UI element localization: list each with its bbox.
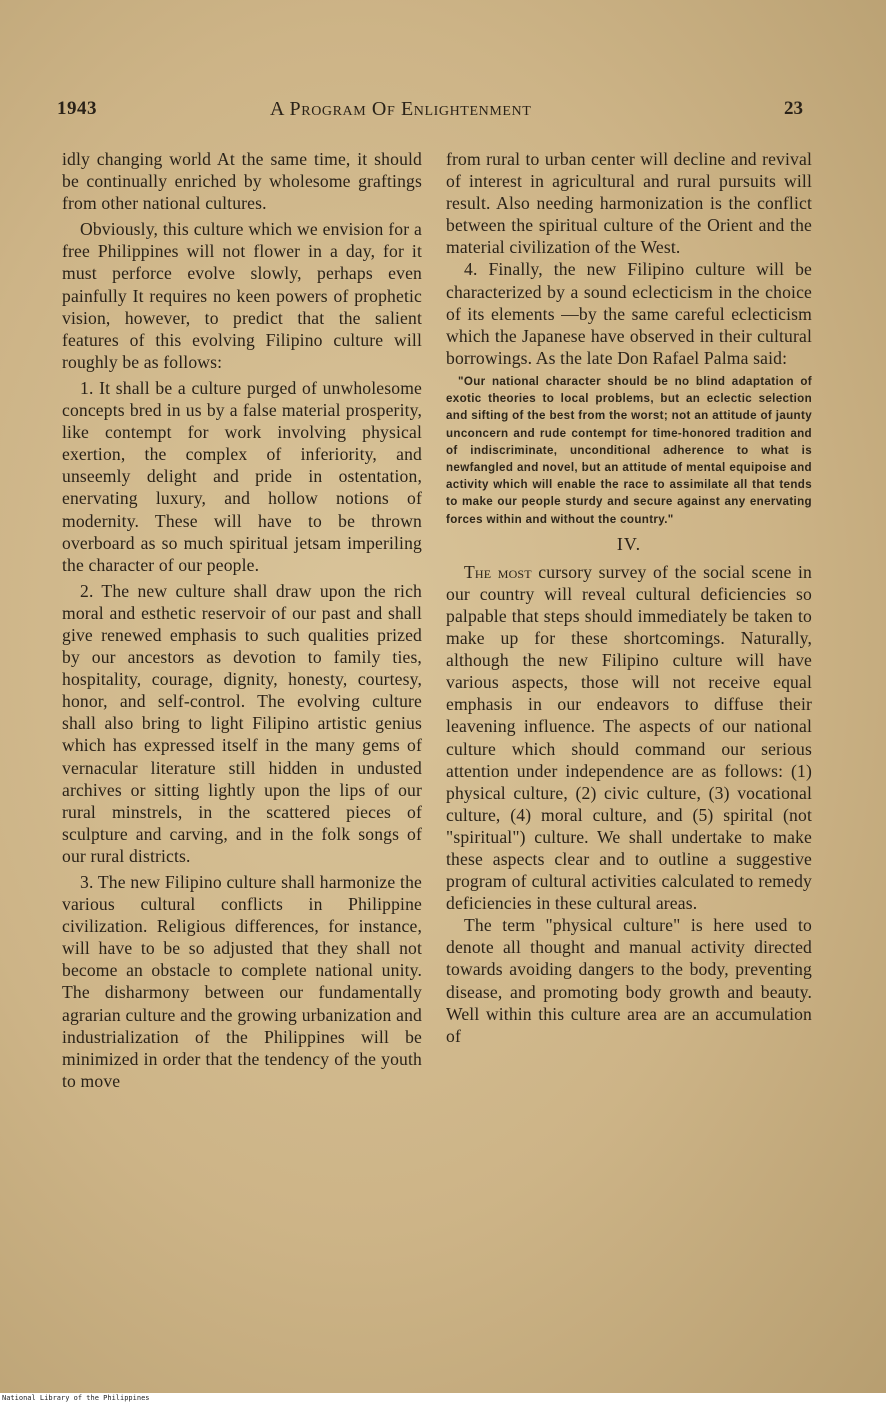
lead-in: The most bbox=[464, 561, 532, 582]
running-header bbox=[0, 98, 886, 128]
paragraph: 1. It shall be a culture purged of unwholesome concepts bred in us by a false material prosperity, like contempt for work involving physical exertion, the complex of inferiority, and unseemly delight and pride in ostentation, enervating luxury, and hollow notions of modernity. These will have to be thrown overboard as so much spiritual jetsam imperiling the character of our people. bbox=[62, 377, 422, 575]
paragraph: idly changing world At the same time, it should be continually enriched by wholesome graftings from other national cultures. bbox=[62, 149, 422, 214]
library-watermark: National Library of the Philippines bbox=[0, 1393, 886, 1403]
paragraph: 2. The new culture shall draw upon the rich moral and esthetic reservoir of our past and shall give renewed emphasis to such qualities prized by our ancestors as devotion to family ties, hospitality, courage, dignity, honesty, courtesy, honor, and self-control. The evolving culture shall also bring to light Filipino artistic genius which has expressed itself in the many gems of vernacular literature still hidden in undusted archives or sitting lightly upon the lips of our rural minstrels, in the scattered pieces of sculpture and carving, and in the folk songs of our rural districts. bbox=[62, 580, 422, 866]
right-column bbox=[446, 148, 812, 1047]
header-year: 1943 bbox=[57, 98, 97, 119]
paragraph-text: cursory survey of the social scene in our country will reveal cultural deficiencies so palpable that steps should immediately be taken to make up for these shortcomings. Naturally, although the new Filipino culture will have various aspects, those will not receive equal emphasis in our endeavors to diffuse their leavening influence. The aspects of our national culture which should command our serious attention under independence are as follows: (1) physical culture, (2) civic culture, (3) vocational culture, (4) moral culture, and (5) spirital (not "spiritual") culture. We shall undertake to make these aspects clear and to outline a suggestive program of cultural activities calculated to remedy deficiencies in these cultural areas. bbox=[446, 561, 812, 914]
header-title: A Program Of Enlightenment bbox=[270, 98, 532, 120]
section-heading: IV. bbox=[616, 533, 642, 554]
page-number: 23 bbox=[784, 98, 803, 119]
paragraph: The term "physical culture" is here used to denote all thought and manual activity directed towards avoiding dangers to the body, preventing disease, and promoting body growth and beauty. Well within this culture area are an accumulation of bbox=[446, 915, 812, 1046]
block-quote: "Our national character should be no blind adaptation of exotic theories to local problems, but an eclectic selection and sifting of the best from the worst; not an attitude of jaunty unconcern and rude contempt for time-honored tradition and of indiscriminate, unconditional adherence to what is newfangled and novel, but an attitude of mental equipoise and activity which will enable the race to assimilate all that tends to make our people sturdy and secure against any enervating forces within and without the country." bbox=[446, 374, 812, 526]
left-column bbox=[62, 148, 422, 1092]
paragraph: 3. The new Filipino culture shall harmonize the various cultural conflicts in Philippine civilization. Religious differences, for instance, will have to be so adjusted that they shall not become an obstacle to complete national unity. The disharmony between our fundamentally agrarian culture and the growing urbanization and industrialization of the Philippines will be minimized in order that the tendency of the youth to move bbox=[62, 872, 422, 1091]
paragraph bbox=[446, 561, 812, 915]
paragraph: Obviously, this culture which we envision for a free Philippines will not flower in a day, for it must perforce evolve slowly, perhaps even painfully It requires no keen powers of prophetic vision, however, to predict that the salient features of this evolving Filipino culture will roughly be as follows: bbox=[62, 219, 422, 372]
paragraph: 4. Finally, the new Filipino culture will be characterized by a sound eclecticism in the choice of its elements —by the same careful eclecticism which the Japanese have observed in their cultural borrowings. As the late Don Rafael Palma said: bbox=[446, 259, 812, 368]
paragraph: from rural to urban center will decline and revival of interest in agricultural and rural pursuits will result. Also needing harmonization is the conflict between the spiritual culture of the Orient and the material civilization of the West. bbox=[446, 149, 812, 258]
